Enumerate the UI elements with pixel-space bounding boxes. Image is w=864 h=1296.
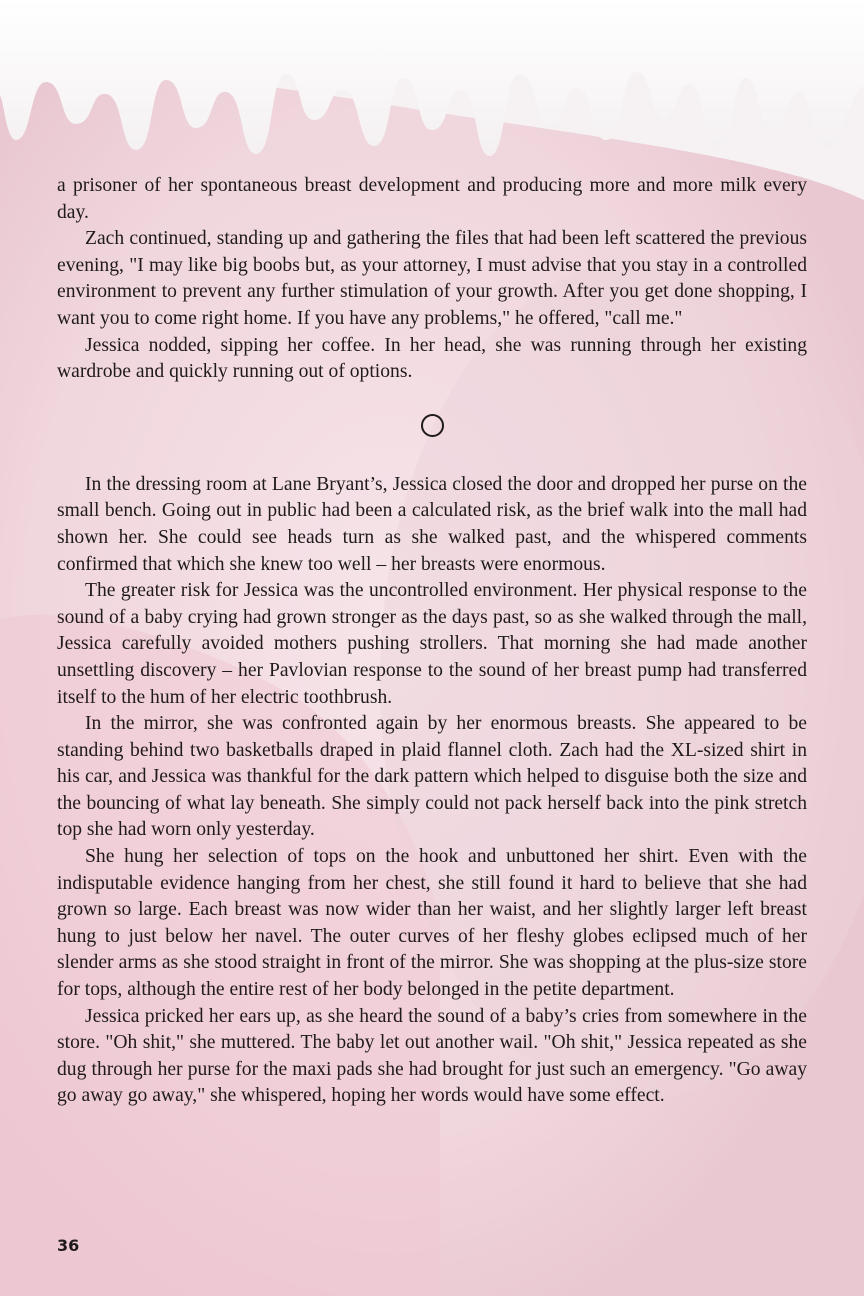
- paragraph: Zach continued, standing up and gathering the files that had been left scattered the previous evening, "I may like big boobs but, as your attorney, I must advise that you stay in a controlled environment to prevent any further stimulation of your growth. After you get done shopping, I want you to come right home. If you have any problems," he offered, "call me.": [57, 228, 807, 329]
- paragraph: a prisoner of her spontaneous breast development and producing more and more milk every day.: [57, 175, 807, 223]
- paragraph: Jessica nodded, sipping her coffee. In her head, she was running through her existing wardrobe and quickly running out of options.: [57, 334, 807, 383]
- paragraph: In the mirror, she was confronted again by her enormous breasts. She appeared to be standing behind two basketballs draped in plaid flannel cloth. Zach had the XL-sized shirt in his car, and Jessica was thankful for the dark pattern which helped to disguise both the size and the bouncing of what lay beneath. She simply could not pack herself back into the pink stretch top she had worn only yesterday.: [57, 713, 807, 841]
- page-number: 36: [57, 1236, 80, 1255]
- page-body: [57, 173, 807, 1110]
- paragraph: In the dressing room at Lane Bryant’s, Jessica closed the door and dropped her purse on the small bench. Going out in public had been a calculated risk, as the brief walk into the mall had shown her. She could see heads turn as she walked past, and the whispered comments confirmed that which she knew too well – her breasts were enormous.: [57, 473, 807, 575]
- paragraph: The greater risk for Jessica was the uncontrolled environment. Her physical response to the sound of a baby crying had grown stronger as the days past, so as she walked through the mall, Jessica carefully avoided mothers pushing strollers. That morning she had made another unsettling discovery – her Pavlovian response to the sound of her breast pump had transferred itself to the hum of her electric toothbrush.: [57, 580, 807, 708]
- section-divider: [57, 400, 807, 452]
- paragraph: Jessica pricked her ears up, as she heard the sound of a baby’s cries from somewhere in the store. "Oh shit," she muttered. The baby let out another wail. "Oh shit," Jessica repeated as she dug through her purse for the maxi pads she had brought for just such an emergency. "Go away go away go away," she whispered, hoping her words would have some effect.: [57, 1005, 807, 1107]
- circle-icon: [421, 414, 444, 437]
- paragraph: She hung her selection of tops on the hook and unbuttoned her shirt. Even with the indisputable evidence hanging from her chest, she still found it hard to believe that she had grown so large. Each breast was now wider than her waist, and her slightly larger left breast hung to just below her navel. The outer curves of her fleshy globes eclipsed much of her slender arms as she stood straight in front of the mirror. She was shopping at the plus-size store for tops, although the entire rest of her body belonged in the petite department.: [57, 846, 807, 1001]
